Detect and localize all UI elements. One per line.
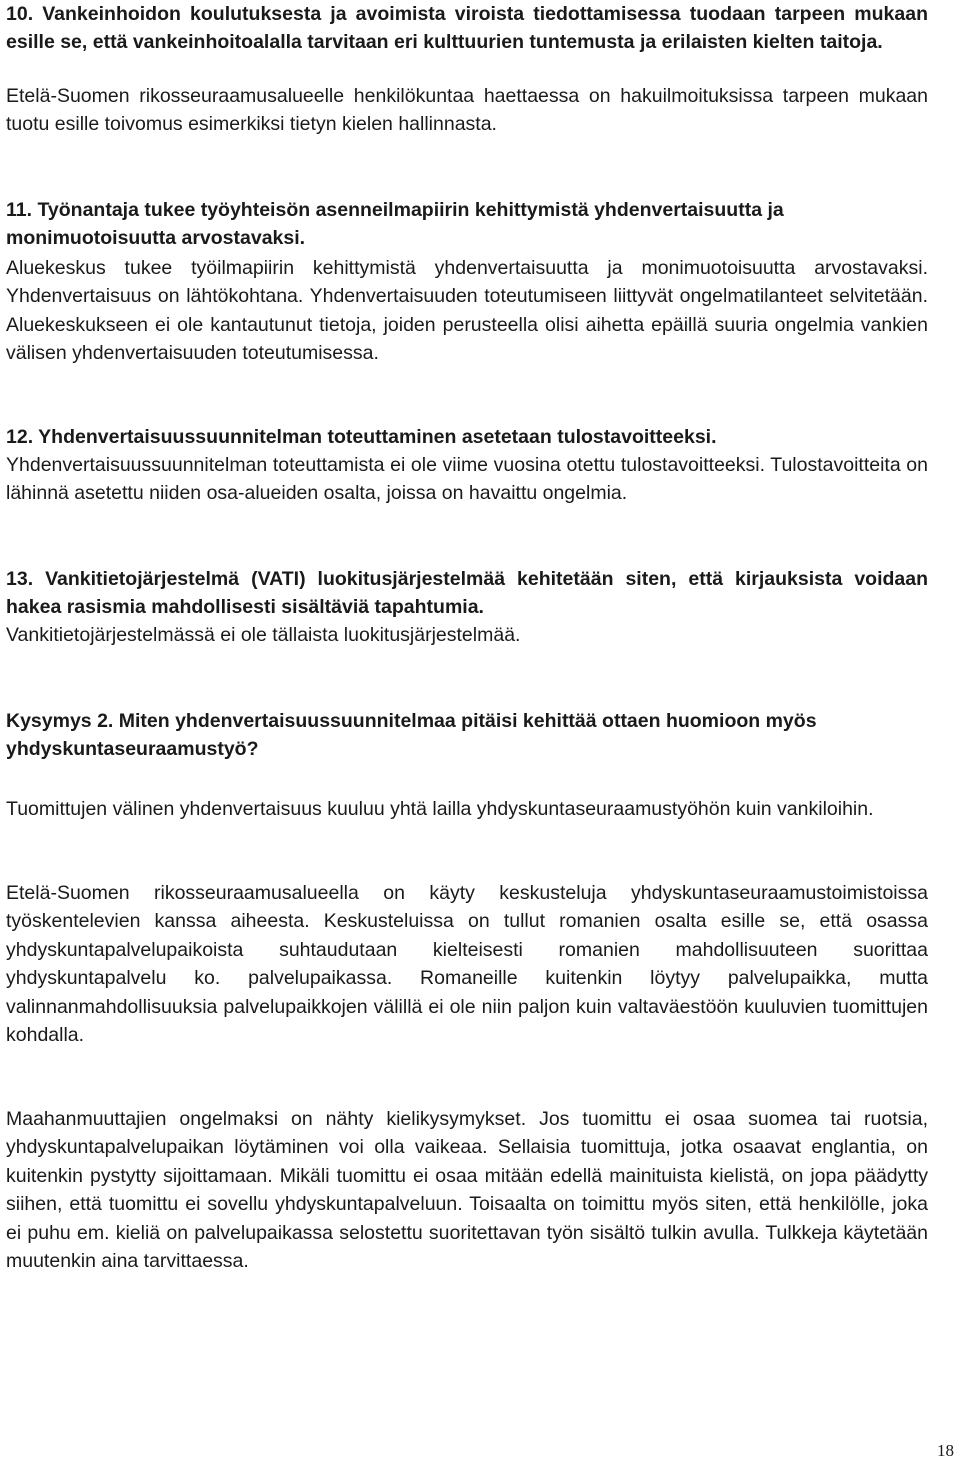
question-2-paragraph-2: Etelä-Suomen rikosseuraamusalueella on käyty keskusteluja yhdyskuntaseuraamustoimistoissa työskentelevien kanssa aiheesta. Keskusteluissa on tullut romanien osalta esille se, että osassa yhdyskuntapalvelupaikoista suhtaudutaan kielteisesti romanien mahdollisuuteen suorittaa yhdyskuntapalvelu ko. palvelupaikassa. Romaneille kuitenkin löytyy palvelupaikka, mutta valinnanmahdollisuuksia palvelupaikkojen välillä ei ole niin paljon kuin valtaväestöön kuuluvien tuomittujen kohdalla. [6,882,928,1047]
item-10-body: Etelä-Suomen rikosseuraamusalueelle henkilökuntaa haettaessa on hakuilmoituksissa tarpeen mukaan tuotu esille toivomus esimerkiksi tietyn kielen hallinnasta. [6,85,928,136]
item-13-body: Vankitietojärjestelmässä ei ole tällaista luokitusjärjestelmää. [6,624,521,646]
item-11-body: Aluekeskus tukee työilmapiirin kehittymistä yhdenvertaisuutta ja monimuotoisuutta arvostavaksi. Yhdenvertaisuus on lähtökohtana. Yhdenvertaisuuden toteutumiseen liittyvät ongelmatilanteet selvitetään. Aluekeskukseen ei ole kantautunut tietoja, joiden perusteella olisi aihetta epäillä suuria ongelmia vankien välisen yhdenvertaisuuden toteutumisessa. [6,257,928,365]
item-12-body: Yhdenvertaisuussuunnitelman toteuttamista ei ole viime vuosina otettu tulostavoitteeksi. Tulostavoitteita on lähinnä asetettu niiden osa-alueiden osalta, joissa on havaittu ongelmia. [6,454,928,505]
page-number: 18 [937,1441,954,1460]
item-12-heading: 12. Yhdenvertaisuussuunnitelman toteuttaminen asetetaan tulostavoitteeksi. [6,426,717,448]
item-13-heading: 13. Vankitietojärjestelmä (VATI) luokitusjärjestelmää kehitetään siten, että kirjauksista voidaan hakea rasismia mahdollisesti sisältäviä tapahtumia. [6,568,928,619]
question-2-heading: Kysymys 2. Miten yhdenvertaisuussuunnitelmaa pitäisi kehittää ottaen huomioon myös yhdyskuntaseuraamustyö? [6,710,817,761]
question-2-paragraph-3: Maahanmuuttajien ongelmaksi on nähty kielikysymykset. Jos tuomittu ei osaa suomea tai ruotsia, yhdyskuntapalvelupaikan löytäminen voi olla vaikeaa. Sellaisia tuomittuja, jotka osaavat englantia, on kuitenkin pystytty sijoittamaan. Mikäli tuomittu ei osaa mitään edellä mainituista kielistä, on jopa päädytty siihen, että tuomittu ei sovellu yhdyskuntapalveluun. Toisaalta on toimittu myös siten, että henkilölle, joka ei puhu em. kieliä on palvelupaikassa selostettu suoritettavan työn sisältö tulkin avulla. Tulkkeja käytetään muutenkin aina tarvittaessa. [6,1108,928,1273]
item-10-heading: 10. Vankeinhoidon koulutuksesta ja avoimista viroista tiedottamisessa tuodaan tarpeen mukaan esille se, että vankeinhoitoalalla tarvitaan eri kulttuurien tuntemusta ja erilaisten kielten taitoja. [6,3,928,54]
item-11-heading: 11. Työnantaja tukee työyhteisön asenneilmapiirin kehittymistä yhdenvertaisuutta ja monimuotoisuutta arvostavaksi. [6,199,784,250]
question-2-paragraph-1: Tuomittujen välinen yhdenvertaisuus kuuluu yhtä lailla yhdyskuntaseuraamustyöhön kuin vankiloihin. [6,798,874,820]
